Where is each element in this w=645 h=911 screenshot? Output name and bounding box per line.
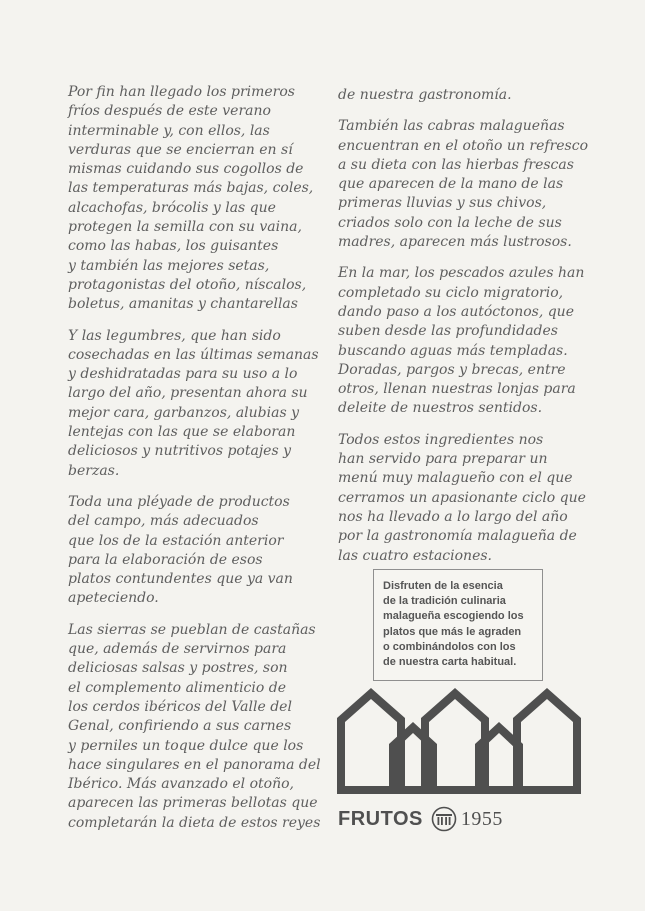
text-line: Y las legumbres, que han sido xyxy=(68,327,281,344)
text-line: han servido para preparar un xyxy=(338,451,548,468)
text-line: hace singulares en el panorama del xyxy=(68,756,321,773)
text-line: completarán la dieta de estos reyes xyxy=(68,814,321,831)
text-line: buscando aguas más templadas. xyxy=(338,342,568,359)
text-line: las temperaturas más bajas, coles, xyxy=(68,180,314,197)
text-line: criados solo con la leche de sus xyxy=(338,214,562,231)
text-line: y perniles un toque dulce que los xyxy=(68,737,304,754)
text-line: dando paso a los autóctonos, que xyxy=(338,303,574,320)
paragraph-menu xyxy=(338,431,588,566)
paragraph-continuation xyxy=(338,86,588,105)
text-line: cosechadas en las últimas semanas xyxy=(68,346,319,363)
text-line: Genal, confiriendo a sus carnes xyxy=(68,718,292,735)
text-line: En la mar, los pescados azules han xyxy=(338,265,585,282)
text-line: mejor cara, garbanzos, alubias y xyxy=(68,404,299,421)
text-line: nos ha llevado a lo largo del año xyxy=(338,508,568,525)
text-line: el complemento alimenticio de xyxy=(68,679,286,696)
text-line: Todos estos ingredientes nos xyxy=(338,431,544,448)
notice-line: Disfruten de la esencia xyxy=(383,580,503,592)
text-line: y también las mejores setas, xyxy=(68,257,270,274)
text-line: protegen la semilla con su vaina, xyxy=(68,219,302,236)
paragraph-legumes xyxy=(68,327,318,481)
text-line: mismas cuidando sus cogollos de xyxy=(68,161,304,178)
notice-box xyxy=(373,569,543,681)
text-line: fríos después de este verano xyxy=(68,103,271,120)
text-line: que, además de servirnos para xyxy=(68,641,287,658)
text-line: Por fin han llegado los primeros xyxy=(68,84,295,100)
notice-line: de la tradición culinaria xyxy=(383,595,506,608)
brand-logo xyxy=(338,805,503,833)
text-line: por la gastronomía malagueña de xyxy=(338,528,577,545)
notice-line: de nuestra carta habitual. xyxy=(383,656,517,669)
left-column xyxy=(68,83,321,845)
paragraph-chestnuts xyxy=(68,621,321,833)
text-line: Ibérico. Más avanzado el otoño, xyxy=(68,776,294,793)
text-line: completado su ciclo migratorio, xyxy=(338,284,564,301)
text-line: de nuestra gastronomía. xyxy=(338,87,512,103)
text-line: berzas. xyxy=(68,462,120,479)
text-line: También las cabras malagueñas xyxy=(338,118,565,135)
text-line: apeteciendo. xyxy=(68,590,159,607)
text-line: para la elaboración de esos xyxy=(68,551,263,568)
notice-line: malagueña escogiendo los xyxy=(383,610,524,623)
text-line: que aparecen de la mano de las xyxy=(338,176,564,193)
houses-logo-icon xyxy=(337,688,581,794)
text-line: los cerdos ibéricos del Valle del xyxy=(68,698,292,715)
notice-line: platos que más le agraden xyxy=(383,625,522,638)
text-line: primeras lluvias y sus chivos, xyxy=(338,195,547,212)
text-line: a su dieta con las hierbas frescas xyxy=(338,156,574,173)
text-line: Toda una pléyade de productos xyxy=(68,493,290,510)
paragraph-goats xyxy=(338,117,588,252)
paragraph-field-products xyxy=(68,493,318,609)
text-line: Las sierras se pueblan de castañas xyxy=(68,621,316,638)
text-line: menú muy malagueño con el que xyxy=(338,470,573,487)
text-line: deliciosos y nutritivos potajes y xyxy=(68,443,291,460)
text-line: platos contundentes que ya van xyxy=(68,571,293,588)
text-line: deleite de nuestros sentidos. xyxy=(338,400,543,417)
text-line: encuentran en el otoño un refresco xyxy=(338,137,589,154)
notice-line: o combinándolos con los xyxy=(383,640,516,653)
paragraph-fish xyxy=(338,264,588,418)
text-line: verduras que se encierran en sí xyxy=(68,141,293,158)
text-line: otros, llenan nuestras lonjas para xyxy=(338,381,576,398)
brand-year: 1955 xyxy=(460,807,503,830)
right-column xyxy=(338,86,588,578)
text-line: del campo, más adecuados xyxy=(68,513,259,530)
text-line: las cuatro estaciones. xyxy=(338,547,492,564)
text-line: que los de la estación anterior xyxy=(68,532,284,549)
text-line: interminable y, con ellos, las xyxy=(68,122,270,139)
text-line: lentejas con las que se elaboran xyxy=(68,424,296,441)
text-line: suben desde las profundidades xyxy=(338,323,558,340)
text-line: cerramos un apasionante ciclo que xyxy=(338,489,586,506)
text-line: protagonistas del otoño, níscalos, xyxy=(68,276,307,293)
text-line: Doradas, pargos y brecas, entre xyxy=(338,361,566,378)
brand-name: FRUTOS xyxy=(338,807,423,830)
emblem-icon xyxy=(431,806,457,832)
text-line: como las habas, los guisantes xyxy=(68,238,279,255)
text-line: deliciosas salsas y postres, son xyxy=(68,660,288,677)
paragraph-fall-vegetables xyxy=(68,83,318,315)
text-line: alcachofas, brócolis y las que xyxy=(68,199,276,216)
text-line: madres, aparecen más lustrosos. xyxy=(338,234,572,251)
text-line: y deshidratadas para su uso a lo xyxy=(68,366,298,383)
text-line: largo del año, presentan ahora su xyxy=(68,385,308,402)
text-line: aparecen las primeras bellotas que xyxy=(68,795,318,812)
text-line: boletus, amanitas y chantarellas xyxy=(68,296,298,313)
